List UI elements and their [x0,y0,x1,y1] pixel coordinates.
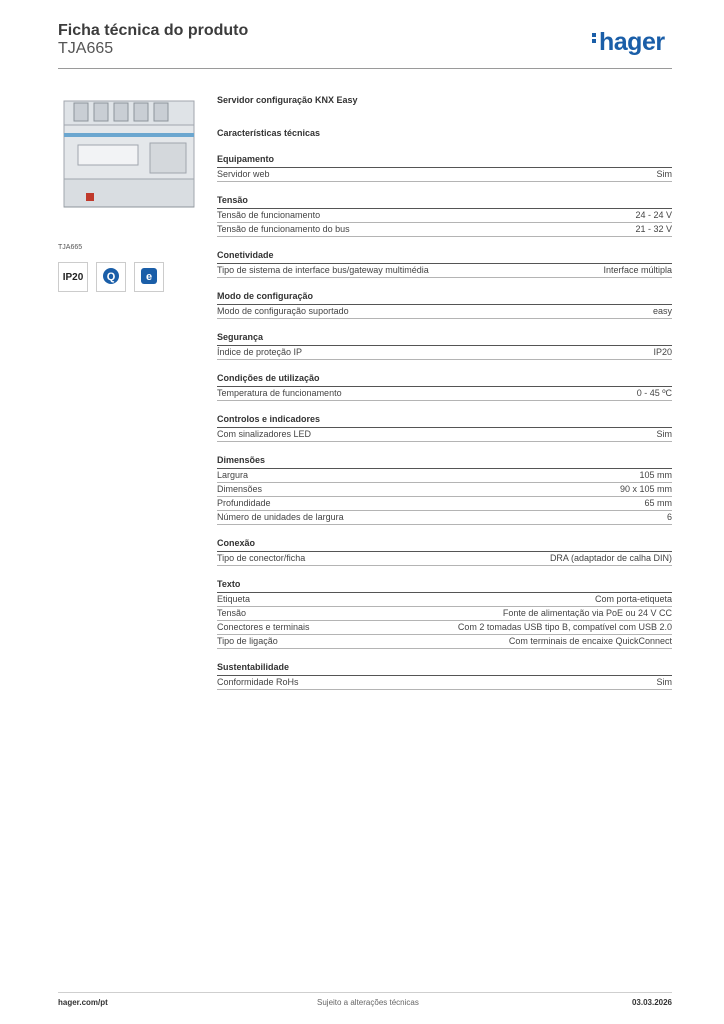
spec-label: Tensão de funcionamento [217,210,321,220]
certification-badges [58,262,164,292]
spec-row [217,483,672,497]
spec-label: Tensão de funcionamento do bus [217,224,350,234]
spec-value: DRA (adaptador de calha DIN) [549,553,672,563]
svg-text:e: e [145,271,153,283]
spec-label: Largura [217,470,249,480]
section-title: Características técnicas [217,128,321,138]
product-code: TJA665 [58,40,114,57]
spec-label: Dimensões [217,484,263,494]
ip20-badge: IP20 [58,262,88,292]
product-image [58,93,200,238]
spec-row [217,469,672,483]
spec-label: Temperatura de funcionamento [217,388,342,398]
spec-group [217,373,672,401]
footer-website-link[interactable]: hager.com/pt [58,998,108,1007]
easy-badge-icon [134,262,164,292]
spec-value: Com 2 tomadas USB tipo B, compatível com USB 2.0 [457,622,672,632]
spec-group [217,414,672,442]
spec-group-title: Dimensões [217,455,672,469]
spec-group-title: Controlos e indicadores [217,414,672,428]
spec-label: Conectores e terminais [217,622,310,632]
spec-label: Profundidade [217,498,271,508]
spec-row [217,497,672,511]
spec-label: Tipo de ligação [217,636,278,646]
spec-value: Com terminais de encaixe QuickConnect [508,636,672,646]
spec-value: Interface múltipla [603,265,672,275]
spec-group [217,579,672,649]
page-title: Ficha técnica do produto [58,22,249,39]
spec-row [217,264,672,278]
spec-label: Etiqueta [217,594,251,604]
spec-group-title: Condições de utilização [217,373,672,387]
spec-label: Tipo de sistema de interface bus/gateway multimédia [217,265,429,275]
spec-value: Fonte de alimentação via PoE ou 24 V CC [502,608,672,618]
spec-group [217,332,672,360]
spec-label: Índice de proteção IP [217,347,303,357]
spec-group-title: Texto [217,579,672,593]
spec-group [217,455,672,525]
spec-group [217,250,672,278]
technical-sheet [217,95,672,690]
spec-row [217,223,672,237]
spec-group [217,195,672,237]
spec-label: Tensão [217,608,247,618]
product-caption: TJA665 [58,244,83,251]
spec-label: Conformidade RoHs [217,677,299,687]
spec-label: Modo de configuração suportado [217,306,349,316]
spec-row [217,387,672,401]
spec-label: Com sinalizadores LED [217,429,312,439]
spec-row [217,428,672,442]
spec-group-title: Conexão [217,538,672,552]
spec-group-title: Equipamento [217,154,672,168]
spec-value: Sim [656,429,672,439]
spec-groups [217,154,672,690]
svg-text:Q: Q [106,271,116,283]
spec-row [217,593,672,607]
product-type: Servidor configuração KNX Easy [217,95,358,105]
footer-disclaimer: Sujeito a alterações técnicas [317,998,419,1007]
spec-value: Sim [656,169,672,179]
spec-value: easy [652,306,672,316]
footer-divider [58,992,672,993]
header-divider [58,68,672,69]
spec-row [217,209,672,223]
spec-value: Com porta-etiqueta [594,594,672,604]
spec-row [217,552,672,566]
spec-label: Servidor web [217,169,270,179]
spec-group-title: Sustentabilidade [217,662,672,676]
logo-dots-icon [592,31,597,45]
quality-badge-icon [96,262,126,292]
spec-group-title: Segurança [217,332,672,346]
spec-group-title: Tensão [217,195,672,209]
spec-value: 65 mm [644,498,672,508]
spec-row [217,168,672,182]
spec-label: Tipo de conector/ficha [217,553,306,563]
spec-value: IP20 [653,347,672,357]
spec-value: 24 - 24 V [635,210,672,220]
spec-row [217,621,672,635]
spec-group [217,662,672,690]
spec-row [217,346,672,360]
spec-group-title: Modo de configuração [217,291,672,305]
spec-value: 21 - 32 V [635,224,672,234]
logo-text: hager [599,28,665,56]
footer-date: 03.03.2026 [631,998,672,1007]
spec-group-title: Conetividade [217,250,672,264]
spec-group [217,538,672,566]
spec-group [217,291,672,319]
hager-logo[interactable] [592,28,665,56]
spec-value: 105 mm [639,470,672,480]
spec-value: Sim [656,677,672,687]
spec-label: Número de unidades de largura [217,512,344,522]
spec-value: 6 [666,512,672,522]
spec-row [217,676,672,690]
spec-row [217,511,672,525]
spec-row [217,635,672,649]
page-header [58,21,248,58]
spec-row [217,607,672,621]
spec-value: 0 - 45 ºC [636,388,672,398]
spec-row [217,305,672,319]
spec-group [217,154,672,182]
spec-value: 90 x 105 mm [619,484,672,494]
